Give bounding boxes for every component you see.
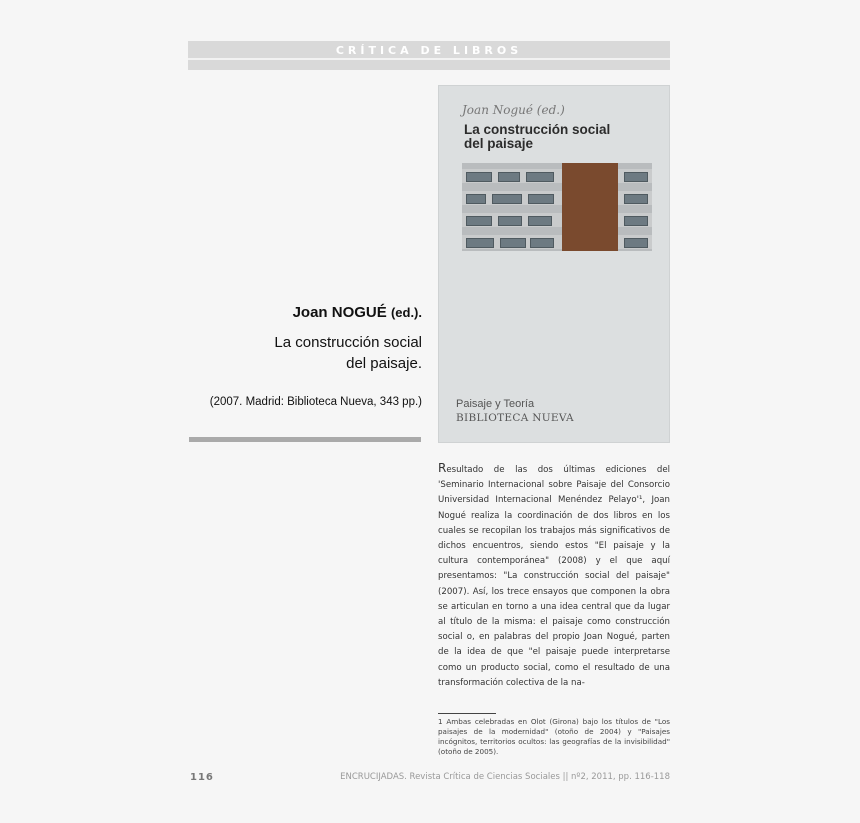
book-cover-image (438, 85, 670, 443)
publication-info: (2007. Madrid: Biblioteca Nueva, 343 pp.) (209, 396, 422, 408)
review-book-title (274, 332, 422, 374)
header-stripe (188, 58, 670, 60)
footnote: 1 Ambas celebradas en Olot (Girona) bajo los títulos de "Los paisajes de la modernidad" (otoño de 2004) y "Paisajes incógnitos, territorios ocultos: las geografías de la invisibilidad" (otoño de 2005). (438, 717, 670, 756)
book-title-line2: del paisaje. (346, 355, 422, 372)
cover-title-line1: La construcción social (464, 122, 611, 137)
cover-title-line2: del paisaje (464, 136, 534, 151)
cover-editor: Joan Nogué (ed.) (462, 103, 565, 117)
cover-building-photo (462, 163, 652, 251)
body-paragraph: esultado de las dos últimas ediciones del 'Seminario Internacional sobre Paisaje del Consorcio Universidad Internacional Menéndez Pelayo'¹, Joan Nogué realiza la coordinación de dos libros en los cuales se recopilan los trabajos más significativos de dichos encuentros, siendo estos "El paisaje y la cultura contemporánea" (2008) y el que aquí presentamos: "La construcción social del paisaje" (2007). Así, los trece ensayos que componen la obra se articulan en torno a una idea central que da lugar al título de la misma: el paisaje como construcción social o, en palabras del propio Joan Nogué, parten de la idea de que "el paisaje puede interpretarse como un producto social, como el resultado de una transformación colectiva de la na- (438, 465, 670, 688)
author-name: Joan NOGUÉ (292, 304, 387, 321)
section-header-bar (188, 41, 670, 70)
cover-publisher: BIBLIOTECA NUEVA (456, 412, 574, 424)
cover-series: Paisaje y Teoría (456, 398, 535, 410)
section-title: CRÍTICA DE LIBROS (335, 44, 523, 57)
running-footer: ENCRUCIJADAS. Revista Crítica de Ciencias Sociales || nº2, 2011, pp. 116-118 (340, 772, 670, 782)
author-suffix: (ed.). (390, 305, 422, 320)
cover-title (464, 123, 610, 151)
footnote-rule (438, 713, 496, 714)
book-title-line1: La construcción social (274, 334, 422, 351)
review-author (293, 304, 422, 321)
brick-tower (562, 163, 618, 251)
page-number: 116 (190, 772, 214, 783)
section-divider (189, 437, 421, 442)
review-body (438, 461, 670, 691)
drop-letter: R (438, 461, 447, 475)
